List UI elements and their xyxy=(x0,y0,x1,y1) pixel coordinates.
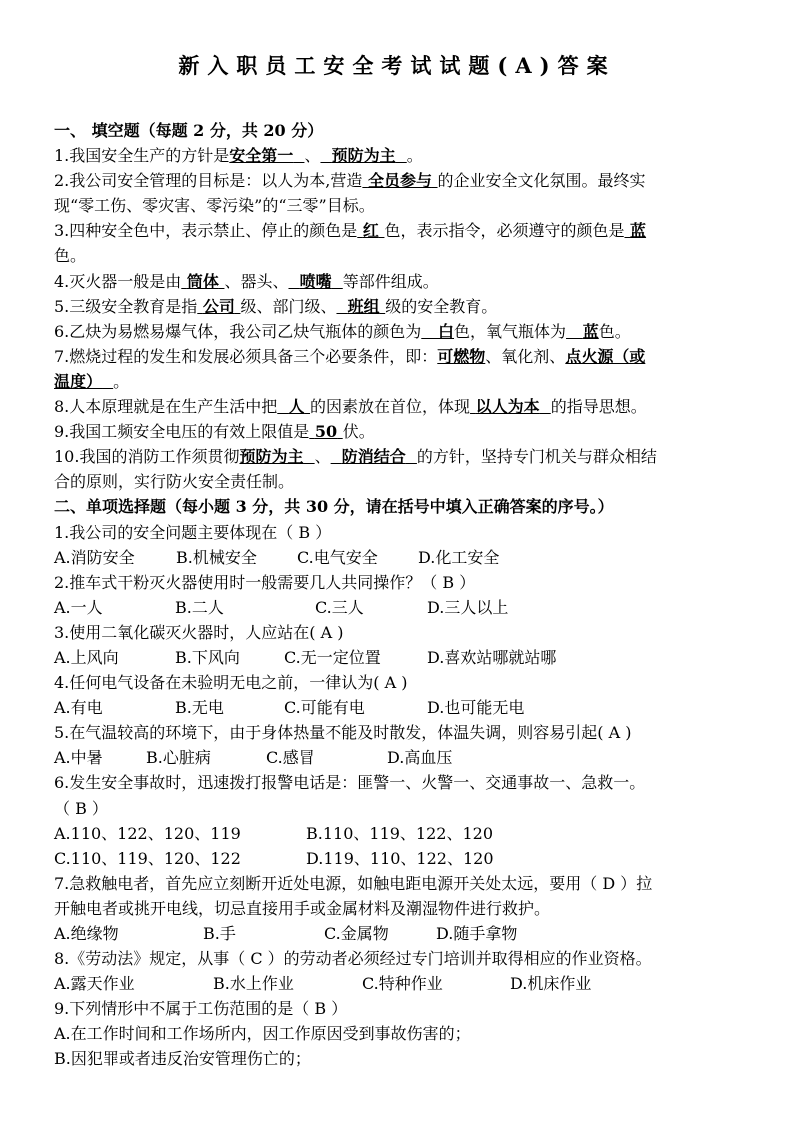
q6-end: 色。 xyxy=(598,321,631,341)
q8-text-2: 的因素放在首位，体现 xyxy=(310,397,471,417)
page-title: 新入职员工安全考试试题(A)答案 xyxy=(178,53,616,78)
q10-text: 10.我国的消防工作须贯彻 xyxy=(54,447,240,467)
mc-q7-cont: 开触电者或挑开电线，切忌直接用手或金属材料及潮湿物件进行救护。 xyxy=(54,898,551,918)
q4-answer-1: 筒体 xyxy=(186,271,219,291)
option: D.随手拿物 xyxy=(436,924,518,943)
option: A.绝缘物 xyxy=(54,924,119,943)
q3-answer-1: 红 xyxy=(362,221,379,241)
mc-q9-option-a: A.在工作时间和工作场所内，因工作原因受到事故伤害的； xyxy=(54,1024,471,1044)
q1-end: 。 xyxy=(406,146,423,166)
q8-end: 的指导思想。 xyxy=(550,397,647,417)
fill-q10 xyxy=(54,444,758,469)
fill-q8 xyxy=(54,394,758,419)
q2-answer-1: 全员参与 xyxy=(367,171,432,191)
option: B.手 xyxy=(203,924,236,943)
option: B.水上作业 xyxy=(213,974,294,994)
fill-q10-cont: 合的原则，实行防火安全责任制。 xyxy=(54,472,295,492)
q10-answer-1: 预防为主 xyxy=(239,447,304,467)
mc-q3-options xyxy=(54,645,758,670)
mc-q9: 9.下列情形中不属于工伤范围的是（ B ） xyxy=(54,999,348,1019)
q10-text-2: 的方针，坚持专门机关与群众相结 xyxy=(416,447,657,467)
q6-answer-1: 白 xyxy=(438,321,455,341)
q7-answer-2-cont: 温度） xyxy=(54,371,103,391)
q10-sep: 、 xyxy=(314,447,331,467)
q4-end: 等部件组成。 xyxy=(342,271,439,291)
mc-q6-options-1 xyxy=(54,821,758,846)
mc-q2: 2.推车式干粉灭火器使用时一般需要几人共同操作？（ B ） xyxy=(54,572,476,592)
option: C.三人 xyxy=(315,597,364,617)
q9-end: 伏。 xyxy=(342,422,375,442)
mc-q6-options-2 xyxy=(54,846,758,871)
mc-q1: 1.我公司的安全问题主要体现在（ B ） xyxy=(54,522,332,542)
q5-text-2: 级、部门级、 xyxy=(240,296,337,316)
q7-answer-2: 点火源（或 xyxy=(565,346,646,366)
q4-answer-2: 喷嘴 xyxy=(299,271,332,291)
fill-q3-cont: 色。 xyxy=(54,246,87,266)
option: D.三人以上 xyxy=(427,597,509,617)
q5-text: 5.三级安全教育是指 xyxy=(54,296,198,316)
fill-q6 xyxy=(54,319,758,344)
fill-q1 xyxy=(54,143,758,168)
mc-q3: 3.使用二氧化碳灭火器时，人应站在( A ) xyxy=(54,622,344,642)
fill-q4 xyxy=(54,269,758,294)
mc-q7: 7.急救触电者，首先应立刻断开近处电源，如触电距电源开关处太远，要用（ D ）拉 xyxy=(54,873,653,893)
mc-q7-options xyxy=(54,921,758,946)
q4-text: 4.灭火器一般是由 xyxy=(54,271,182,291)
option: B.110、119、122、120 xyxy=(306,823,494,843)
fill-q9 xyxy=(54,419,758,444)
option: A.上风向 xyxy=(54,647,119,667)
q8-text: 8.人本原理就是在生产生活中把 xyxy=(54,397,278,417)
option: D.机床作业 xyxy=(510,974,592,994)
option: C.感冒 xyxy=(266,748,315,768)
option: C.特种作业 xyxy=(362,974,443,994)
option: A.露天作业 xyxy=(54,974,135,994)
q9-answer-1: 50 xyxy=(314,422,338,442)
mc-q1-options xyxy=(54,545,758,570)
option: D.也可能无电 xyxy=(427,698,525,718)
q3-text: 3.四种安全色中，表示禁止、停止的颜色是 xyxy=(54,221,358,241)
q1-text: 1.我国安全生产的方针是 xyxy=(54,146,230,166)
option: D.喜欢站哪就站哪 xyxy=(427,647,557,667)
option: A.消防安全 xyxy=(54,547,135,567)
fill-q5 xyxy=(54,294,758,319)
mc-q6-answer: （ B ） xyxy=(54,798,108,818)
option: B.心脏病 xyxy=(146,748,211,768)
option: C.电气安全 xyxy=(297,547,378,567)
fill-q2 xyxy=(54,168,758,193)
answer-content xyxy=(54,118,758,1072)
q3-answer-2: 蓝 xyxy=(630,221,647,241)
q5-answer-2: 班组 xyxy=(347,296,380,316)
q6-text: 6.乙炔为易燃易爆气体，我公司乙炔气瓶体的颜色为 xyxy=(54,321,422,341)
q10-answer-2: 防消结合 xyxy=(341,447,406,467)
section1-heading: 一、 填空题（每题 2 分，共 20 分） xyxy=(54,121,324,140)
option: A.中暑 xyxy=(54,748,103,768)
option: B.机械安全 xyxy=(176,547,257,567)
option: A.一人 xyxy=(54,597,103,617)
option: A.110、122、120、119 xyxy=(54,823,241,843)
mc-q5-options xyxy=(54,745,758,770)
mc-q9-option-b: B.因犯罪或者违反治安管理伤亡的； xyxy=(54,1049,311,1069)
q3-text-2: 色，表示指令，必须遵守的颜色是 xyxy=(384,221,625,241)
q8-answer-2: 以人为本 xyxy=(475,397,540,417)
section2-heading: 二、单项选择题（每小题 3 分，共 30 分，请在括号中填入正确答案的序号。） xyxy=(54,497,614,517)
q7-text-2: 、氧化剂、 xyxy=(485,346,566,366)
option: C.110、119、120、122 xyxy=(54,848,241,868)
option: B.无电 xyxy=(175,698,224,718)
fill-q2-cont: 现“零工伤、零灾害、零污染”的“三零”目标。 xyxy=(54,196,375,216)
option: D.化工安全 xyxy=(418,547,500,567)
q6-text-2: 色，氧气瓶体为 xyxy=(454,321,567,341)
q9-text: 9.我国工频安全电压的有效上限值是 xyxy=(54,422,310,442)
q2-text: 2.我公司安全管理的目标是：以人为本,营造 xyxy=(54,171,363,191)
option: B.下风向 xyxy=(175,647,240,667)
q6-answer-2: 蓝 xyxy=(582,321,599,341)
q5-end: 级的安全教育。 xyxy=(385,296,498,316)
fill-q7 xyxy=(54,344,758,369)
fill-q3 xyxy=(54,218,758,243)
option: B.二人 xyxy=(175,597,224,617)
q1-sep: 、 xyxy=(304,146,321,166)
mc-q8: 8.《劳动法》规定，从事（ C ）的劳动者必须经过专门培训并取得相应的作业资格。 xyxy=(54,949,652,969)
mc-q2-options xyxy=(54,595,758,620)
q7-text: 7.燃烧过程的发生和发展必须具备三个必要条件，即： xyxy=(54,346,438,366)
option: C.无一定位置 xyxy=(284,647,381,667)
mc-q5: 5.在气温较高的环境下，由于身体热量不能及时散发，体温失调，则容易引起( A ) xyxy=(54,723,632,743)
q4-text-2: 、器头、 xyxy=(224,271,289,291)
q7-end: 。 xyxy=(113,371,130,391)
option: C.可能有电 xyxy=(284,698,365,718)
q8-answer-1: 人 xyxy=(288,397,305,417)
q1-answer-2: 预防为主 xyxy=(331,146,396,166)
mc-q4: 4.任何电气设备在未验明无电之前，一律认为( A ) xyxy=(54,673,408,693)
option: D.高血压 xyxy=(387,748,453,768)
option: D.119、110、122、120 xyxy=(306,848,494,868)
q7-answer-1: 可燃物 xyxy=(437,346,486,366)
mc-q8-options xyxy=(54,971,758,996)
q5-answer-1: 公司 xyxy=(202,296,235,316)
fill-q7-cont xyxy=(54,369,758,394)
mc-q4-options xyxy=(54,695,758,720)
option: A.有电 xyxy=(54,698,103,718)
q1-answer-1: 安全第一 xyxy=(229,146,294,166)
option: C.金属物 xyxy=(324,924,389,943)
mc-q6: 6.发生安全事故时，迅速拨打报警电话是：匪警一、火警一、交通事故一、急救一。 xyxy=(54,773,646,793)
q2-text-2: 的企业安全文化氛围。最终实 xyxy=(437,171,646,191)
